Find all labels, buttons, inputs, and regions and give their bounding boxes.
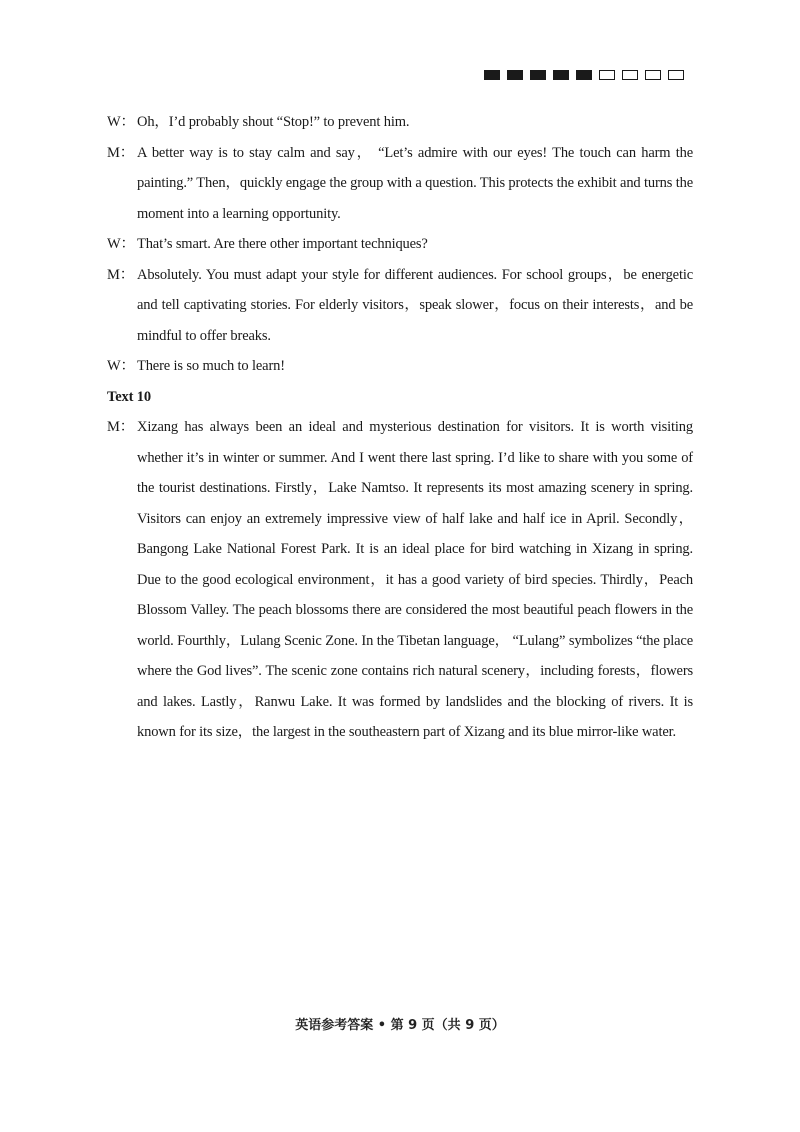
- dialogue-line: [107, 138, 693, 230]
- speaker-label: W：: [107, 236, 135, 252]
- page-footer: 英语参考答案 • 第 9 页（共 9 页）: [295, 1018, 505, 1033]
- progress-square: [668, 70, 684, 80]
- progress-square: [484, 70, 500, 80]
- dialogue-line: [107, 229, 693, 260]
- progress-square: [645, 70, 661, 80]
- dialogue-line: [107, 107, 693, 138]
- dialogue-text: A better way is to stay calm and say， “Let’s admire with our eyes! The touch can harm the painting.” Then，quickly engage the group with a question. This protects the exhibit and turns the moment into a learning opportunity.: [137, 144, 693, 222]
- dialogue-line: [107, 351, 693, 382]
- dialogue-text: Oh，I’d probably shout “Stop!” to prevent him.: [137, 114, 410, 130]
- dialogue-line: [107, 260, 693, 352]
- monologue-paragraph: [107, 412, 693, 748]
- speaker-label: W：: [107, 358, 135, 374]
- progress-square: [530, 70, 546, 80]
- progress-square: [599, 70, 615, 80]
- speaker-label: M：: [107, 144, 135, 161]
- progress-square: [576, 70, 592, 80]
- transcript-body: [107, 107, 693, 748]
- speaker-label: M：: [107, 266, 135, 283]
- section-title: Text 10: [107, 388, 151, 405]
- progress-square: [622, 70, 638, 80]
- progress-square: [507, 70, 523, 80]
- speaker-label: M：: [107, 419, 135, 435]
- progress-square: [553, 70, 569, 80]
- monologue-text: Xizang has always been an ideal and mysterious destination for visitors. It is worth visiting whether it’s in winter or summer. And I went there last spring. I’d like to share with you some of the tourist destinations. Firstly，Lake Namtso. It represents its most amazing scenery in spring. Visitors can enjoy an extremely impressive view of half lake and half ice in April. Secondly，Bangong Lake National Forest Park. It is an ideal place for bird watching in Xizang in spring. Due to the good ecological environment，it has a good variety of bird species. Thirdly，Peach Blossom Valley. The peach blossoms there are considered the most beautiful peach flowers in the world. Fourthly，Lulang Scenic Zone. In the Tibetan language， “Lulang” symbolizes “the place where the God lives”. The scenic zone contains rich natural scenery，including forests，flowers and lakes. Lastly，Ranwu Lake. It was formed by landslides and the blocking of rivers. It is known for its size，the largest in the southeastern part of Xizang and its blue mirror-like water.: [137, 419, 693, 740]
- dialogue-text: There is so much to learn!: [137, 358, 285, 374]
- speaker-label: W：: [107, 114, 135, 130]
- dialogue-text: That’s smart. Are there other important techniques?: [137, 236, 428, 252]
- page-progress-indicator: [484, 70, 684, 80]
- dialogue-text: Absolutely. You must adapt your style for different audiences. For school groups，be energetic and tell captivating stories. For elderly visitors，speak slower，focus on their interests，and be mindful to offer breaks.: [137, 266, 693, 344]
